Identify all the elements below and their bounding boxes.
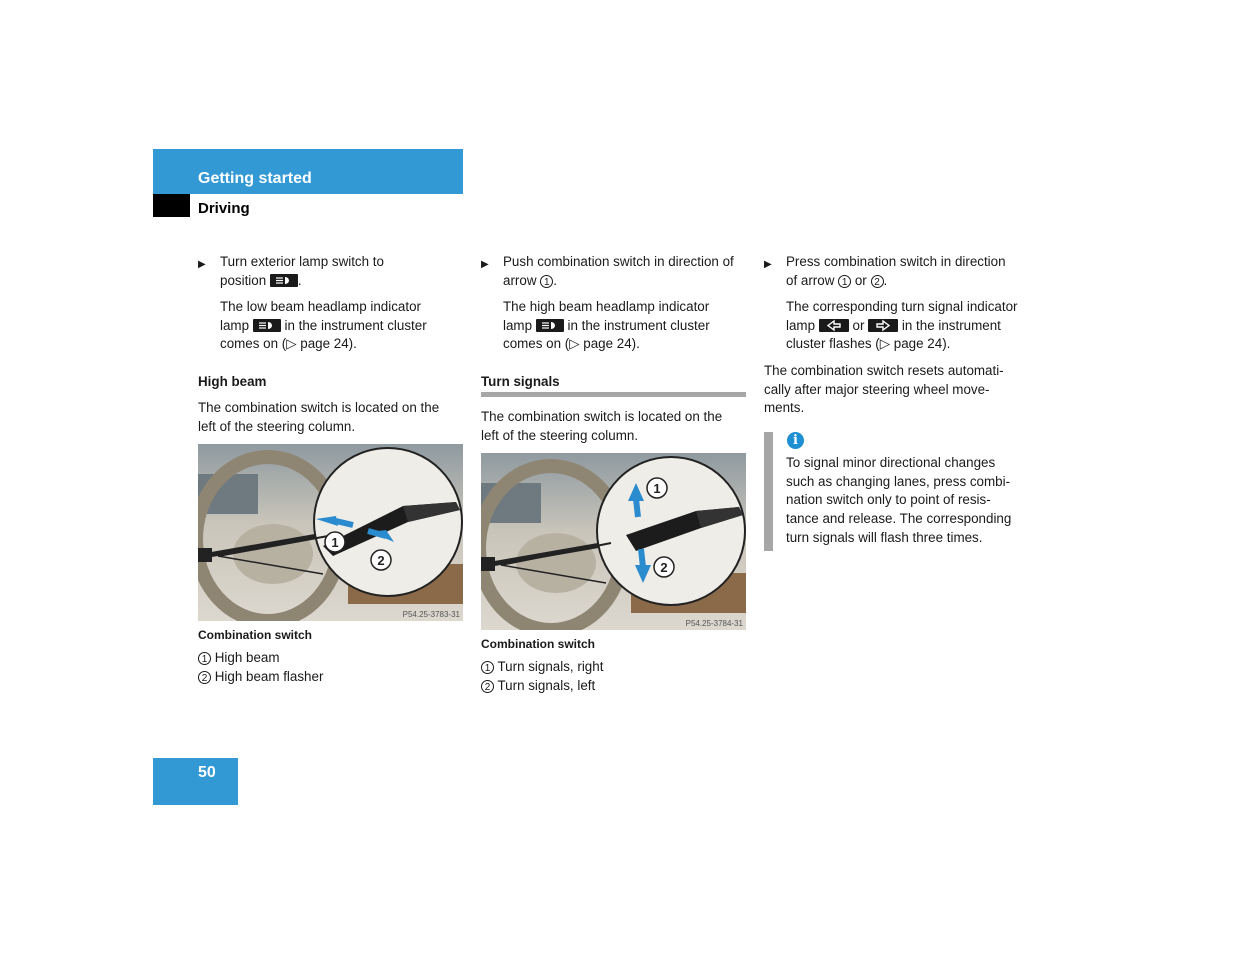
- svg-text:1: 1: [331, 535, 339, 550]
- subsection-marker: [153, 194, 190, 217]
- subsection-title: Driving: [198, 200, 250, 217]
- high-beam-lamp-icon: [253, 319, 281, 332]
- heading-rule: [481, 392, 746, 397]
- info-note-bar: [764, 432, 773, 551]
- col3-step: Press combination switch in direction of arrow 1 or 2 .: [786, 254, 1006, 288]
- col3-result: The corresponding turn signal indicator lamp or in the instrument cluster flashes (▷ page 24).: [786, 299, 1018, 352]
- col1-legend: [198, 649, 323, 686]
- col1-step: Turn exterior lamp switch to position .: [220, 254, 384, 288]
- legend-item: 2 High beam flasher: [198, 668, 323, 687]
- legend-item: 1 Turn signals, right: [481, 658, 603, 677]
- col1-paragraph: The combination switch is located on the left of the steering column.: [198, 400, 440, 434]
- col1-result: The low beam headlamp indicator lamp in the instrument cluster comes on (▷ page 24).: [220, 299, 427, 352]
- left-turn-indicator-icon: [819, 319, 849, 332]
- col2-result: The high beam headlamp indicator lamp in the instrument cluster comes on (▷ page 24).: [503, 299, 710, 352]
- high-beam-lamp-icon: [536, 319, 564, 332]
- bullet-icon: ▶: [764, 259, 772, 270]
- bullet-icon: ▶: [198, 259, 206, 270]
- section-title: Getting started: [198, 170, 312, 187]
- combination-switch-figure-turn-signals: [481, 453, 746, 630]
- right-turn-indicator-icon: [868, 319, 898, 332]
- svg-text:1: 1: [653, 481, 661, 496]
- col2-step: Push combination switch in direction of arrow 1 .: [503, 254, 734, 288]
- high-beam-heading: High beam: [198, 374, 267, 389]
- combination-switch-figure-high-beam: [198, 444, 463, 621]
- col2-paragraph: The combination switch is located on the left of the steering column.: [481, 409, 723, 443]
- info-icon: i: [787, 432, 804, 449]
- col3-paragraph: The combination switch resets automati- cally after major steering wheel move- ments.: [764, 363, 1004, 416]
- page-number-box: [153, 758, 238, 805]
- legend-item: 1 High beam: [198, 649, 323, 668]
- turn-signals-heading: Turn signals: [481, 374, 560, 389]
- bullet-icon: ▶: [481, 259, 489, 270]
- high-beam-lamp-icon: [270, 274, 298, 287]
- svg-text:2: 2: [660, 560, 668, 575]
- page-number: 50: [198, 764, 216, 781]
- legend-item: 2 Turn signals, left: [481, 677, 603, 696]
- svg-text:2: 2: [377, 553, 385, 568]
- figure-code: P54.25-3784-31: [685, 619, 743, 628]
- figure-caption: Combination switch: [198, 628, 312, 642]
- figure-caption: Combination switch: [481, 637, 595, 651]
- col2-legend: [481, 658, 603, 695]
- figure-code: P54.25-3783-31: [402, 610, 460, 619]
- info-note: To signal minor directional changes such as changing lanes, press combi- nation switch only to point of resis- tance and release. The corresponding turn signals will flash three times.: [786, 455, 1012, 545]
